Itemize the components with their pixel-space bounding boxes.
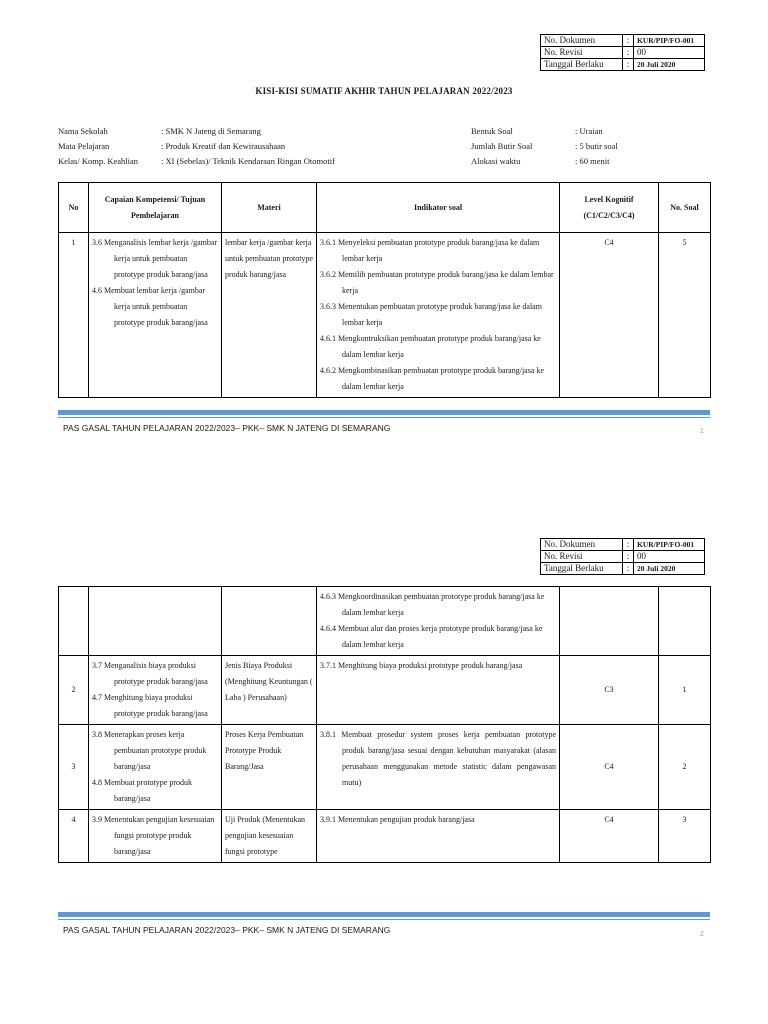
doc-info-row: [541, 551, 705, 563]
table-row: [59, 725, 711, 810]
cell-materi: Proses Kerja Pembuatan Prototype Produk Barang/Jasa: [222, 725, 317, 810]
doc-info-value: 00: [634, 551, 705, 563]
info-label: Alokasi waktu: [471, 156, 521, 166]
info-label: Nama Sekolah: [58, 126, 108, 136]
cp-item: 4.7 Menghitung biaya produksi prototype produk barang/jasa: [92, 693, 208, 718]
cell-materi: Uji Produk (Menentukan pengujian kesesuaian fungsi prototype: [222, 810, 317, 863]
kisi-kisi-table-continued: [58, 586, 711, 863]
indikator-item: 4.6.2 Mengkombinasikan pembuatan prototype produk barang/jasa ke dalam lembar kerja: [320, 366, 544, 391]
doc-info-colon: :: [623, 35, 634, 47]
indikator-item: 4.6.1 Mengkontruksikan pembuatan prototype produk barang/jasa ke dalam lembar kerja: [320, 334, 541, 359]
doc-info-value: 00: [634, 47, 705, 59]
indikator-item: 4.6.4 Membuat alur dan proses kerja prototype produk barang/jasa ke dalam lembar kerja: [320, 624, 543, 649]
doc-info-label: Tanggal Berlaku: [541, 59, 623, 71]
cp-item: 3.8 Menerapkan proses kerja pembuatan prototype produk barang/jasa: [92, 730, 207, 771]
cell-capaian: [89, 810, 222, 863]
cell-no: [59, 587, 89, 656]
header-capaian: Capaian Kompetensi/ Tujuan Pembelajaran: [89, 183, 222, 233]
info-row: [58, 154, 335, 169]
header-indikator: Indikator soal: [317, 183, 560, 233]
kisi-kisi-table: [58, 182, 711, 398]
doc-info-colon: :: [623, 47, 634, 59]
doc-info-row: [541, 539, 705, 551]
page-number: 1: [700, 428, 704, 435]
cell-no-soal: [659, 587, 711, 656]
footer-bar: [58, 410, 710, 415]
cell-no: 3: [59, 725, 89, 810]
page-number: 2: [700, 931, 704, 938]
cell-capaian: [89, 656, 222, 725]
table-row: [59, 233, 711, 398]
footer-bar-thin: [58, 417, 710, 418]
cell-level: C4: [560, 725, 659, 810]
cell-no-soal: 5: [659, 233, 711, 398]
cell-no: 2: [59, 656, 89, 725]
indikator-item: 3.6.2 Memilih pembuatan prototype produk barang/jasa ke dalam lembar kerja: [320, 270, 554, 295]
doc-info-value: KUR/PIP/FO-001: [634, 35, 705, 47]
cell-no: 4: [59, 810, 89, 863]
cell-materi: lembar kerja /gambar kerja untuk pembuatan prototype produk barang/jasa: [222, 233, 317, 398]
indikator-item: 3.6.1 Menyeleksi pembuatan prototype produk barang/jasa ke dalam lembar kerja: [320, 238, 540, 263]
table-header-row: [59, 183, 711, 233]
header-materi: Materi: [222, 183, 317, 233]
info-label: Jumlah Butir Soal: [471, 141, 533, 151]
cell-indikator: [317, 725, 560, 810]
doc-info-label: No. Revisi: [541, 47, 623, 59]
cell-capaian: [89, 233, 222, 398]
doc-info-value: 20 Juli 2020: [634, 563, 705, 575]
cell-indikator: [317, 233, 560, 398]
info-value: : SMK N Jateng di Semarang: [161, 126, 261, 136]
cell-indikator: [317, 810, 560, 863]
indikator-item: 3.6.3 Menentukan pembuatan prototype produk barang/jasa ke dalam lembar kerja: [320, 302, 542, 327]
page-1: [0, 0, 768, 490]
info-value: : 60 menit: [575, 156, 610, 166]
doc-info-value: KUR/PIP/FO-001: [634, 539, 705, 551]
cell-no-soal: 1: [659, 656, 711, 725]
indikator-item: 3.9.1 Menentukan pengujian produk barang/jasa: [320, 815, 475, 824]
cp-item: 4.8 Membuat prototype produk barang/jasa: [92, 778, 192, 803]
cp-item: 3.7 Menganalisis biaya produksi prototype produk barang/jasa: [92, 661, 208, 686]
footer-text: PAS GASAL TAHUN PELAJARAN 2022/2023– PKK– SMK N JATENG DI SEMARANG: [63, 423, 391, 433]
indikator-item: 3.7.1 Menghitung biaya produksi prototype produk barang/jasa: [320, 661, 523, 670]
doc-info-row: [541, 59, 705, 71]
document-info-box: [540, 34, 705, 71]
info-row: [471, 124, 618, 139]
footer-bar: [58, 912, 710, 917]
doc-info-label: No. Revisi: [541, 551, 623, 563]
info-row: [471, 154, 618, 169]
table-row: [59, 656, 711, 725]
info-label: Bentuk Soal: [471, 126, 513, 136]
cell-no: 1: [59, 233, 89, 398]
info-label: Mata Pelajaran: [58, 141, 110, 151]
doc-info-label: No. Dokumen: [541, 539, 623, 551]
cell-no-soal: 2: [659, 725, 711, 810]
info-row: [58, 139, 335, 154]
info-label: Kelas/ Komp. Keahlian: [58, 156, 139, 166]
document-info-box: [540, 538, 705, 575]
cell-no-soal: 3: [659, 810, 711, 863]
cp-item: 3.9 Menentukan pengujian kesesuaian fungsi prototype produk barang/jasa: [92, 815, 215, 856]
cell-capaian: [89, 587, 222, 656]
cell-materi: Jenis Biaya Produksi (Menghitung Keuntungan ( Laba ) Perusahaan): [222, 656, 317, 725]
doc-info-label: No. Dokumen: [541, 35, 623, 47]
doc-info-colon: :: [623, 563, 634, 575]
info-right: [471, 124, 618, 169]
footer-text: PAS GASAL TAHUN PELAJARAN 2022/2023– PKK– SMK N JATENG DI SEMARANG: [63, 925, 391, 935]
indikator-item: 4.6.3 Mengkoordinasikan pembuatan prototype produk barang/jasa ke dalam lembar kerja: [320, 592, 545, 617]
cell-level: C3: [560, 656, 659, 725]
cell-level: C4: [560, 233, 659, 398]
info-value: : 5 butir soal: [575, 141, 618, 151]
indikator-item: 3.8.1 Membuat prosedur system proses kerja pembuatan prototype produk barang/jasa sesuai dengan kebutuhan masyarakat (alasan perusahaan menggunakan metode statistic dalam pengawasan mutu): [320, 730, 556, 787]
cp-item: 4.6 Membuat lembar kerja /gambar kerja untuk pembuatan prototype produk barang/jasa: [92, 286, 208, 327]
cell-level: C4: [560, 810, 659, 863]
header-no: No: [59, 183, 89, 233]
table-row: [59, 587, 711, 656]
doc-info-label: Tanggal Berlaku: [541, 563, 623, 575]
cell-indikator: [317, 587, 560, 656]
info-left: [58, 124, 335, 169]
doc-info-colon: :: [623, 551, 634, 563]
info-value: : Produk Kreatif dan Kewirausahaan: [161, 141, 286, 151]
cell-capaian: [89, 725, 222, 810]
cell-materi: [222, 587, 317, 656]
document-title: KISI-KISI SUMATIF AKHIR TAHUN PELAJARAN 2022/2023: [255, 86, 513, 96]
cp-item: 3.6 Menganalisis lembar kerja /gambar kerja untuk pembuatan prototype produk barang/jasa: [92, 238, 218, 279]
info-value: : XI (Sebelas)/ Teknik Kendaraan Ringan Otomotif: [161, 156, 335, 166]
header-level: Level Kognitif (C1/C2/C3/C4): [560, 183, 659, 233]
doc-info-value: 20 Juli 2020: [634, 59, 705, 71]
cell-level: [560, 587, 659, 656]
header-no-soal: No. Soal: [659, 183, 711, 233]
info-row: [471, 139, 618, 154]
footer-bar-thin: [58, 919, 710, 920]
info-value: : Uraian: [575, 126, 603, 136]
page-gap: [0, 490, 768, 508]
doc-info-row: [541, 35, 705, 47]
info-row: [58, 124, 335, 139]
page-2: [0, 508, 768, 1024]
doc-info-row: [541, 563, 705, 575]
table-row: [59, 810, 711, 863]
doc-info-colon: :: [623, 59, 634, 71]
cell-indikator: [317, 656, 560, 725]
doc-info-colon: :: [623, 539, 634, 551]
doc-info-row: [541, 47, 705, 59]
